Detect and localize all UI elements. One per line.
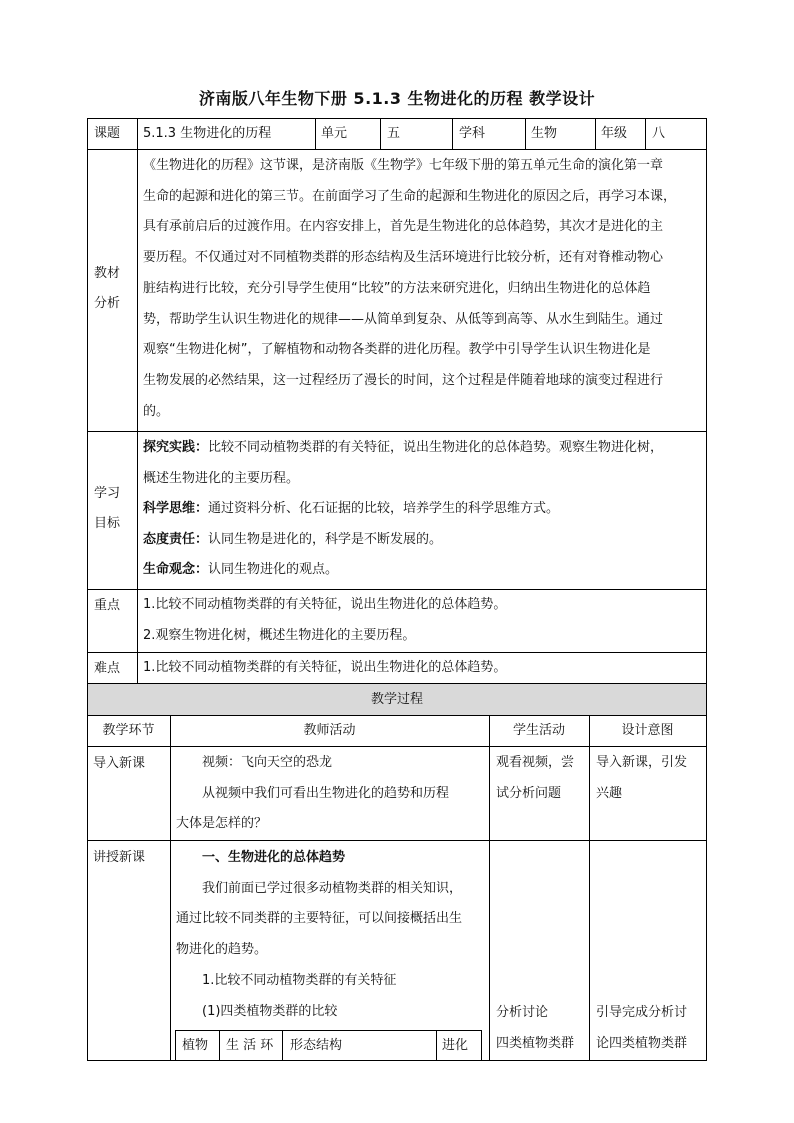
- col-divider: [595, 118, 596, 149]
- goal-head: 态度责任：: [143, 531, 209, 547]
- goal-text: 概述生物进化的主要历程。: [143, 470, 300, 486]
- inner-table-border: [481, 1030, 482, 1061]
- col-divider: [525, 118, 526, 149]
- lecture-teacher-text: [176, 843, 486, 1027]
- col-divider: [380, 118, 381, 149]
- inner-table-divider: [436, 1030, 437, 1061]
- material-line: 生物发展的必然结果，这一过程经历了漫长的时间，这个过程是伴随着地球的演变过程进行: [143, 372, 664, 388]
- subject-value: 生物: [531, 126, 558, 141]
- inner-header-habitat: 生 活 环: [226, 1038, 274, 1053]
- goals-label-line2: 目标: [94, 516, 121, 531]
- intro-student-line: 观看视频，尝: [496, 755, 575, 770]
- intro-intent-line: 兴趣: [596, 785, 623, 801]
- inner-header-structure: 形态结构: [290, 1038, 343, 1053]
- column-header-intent: 设计意图: [621, 723, 674, 738]
- lecture-student-line: 四类植物类群: [496, 1035, 575, 1051]
- intro-teacher-line: 从视频中我们可看出生物进化的趋势和历程: [202, 785, 450, 801]
- col-divider: [452, 118, 453, 149]
- row-divider: [87, 149, 707, 150]
- lecture-intent-line: 引导完成分析讨: [596, 1005, 688, 1020]
- difficulty-line: 1.比较不同动植物类群的有关特征，说出生物进化的总体趋势。: [143, 660, 507, 675]
- lecture-line: 物进化的趋势。: [176, 942, 268, 958]
- grade-value: 八: [652, 126, 666, 141]
- inner-table-divider: [219, 1030, 220, 1061]
- goals-label: [94, 479, 120, 539]
- material-label: [94, 259, 120, 319]
- lecture-heading: 一、生物进化的总体趋势: [202, 850, 346, 865]
- topic-label: 课题: [94, 126, 121, 141]
- unit-label: 单元: [321, 126, 348, 141]
- col-divider: [137, 118, 138, 683]
- inner-table-divider: [282, 1030, 283, 1061]
- table-border-right: [706, 118, 707, 1061]
- intro-student-line: 试分析问题: [496, 785, 562, 801]
- lecture-line: 1.比较不同动植物类群的有关特征: [202, 972, 397, 988]
- material-line: 观察“生物进化树”，了解植物和动物各类群的进化历程。教学中引导学生认识生物进化是: [143, 342, 651, 358]
- row-divider: [87, 746, 707, 747]
- intro-teacher-line: 大体是怎样的？: [176, 816, 268, 832]
- col-divider: [489, 715, 490, 1061]
- key-points-text: [143, 590, 705, 651]
- inner-header-evolution: 进化: [442, 1038, 469, 1053]
- goal-text: 认同生物进化的观点。: [208, 562, 339, 578]
- goal-head: 探究实践：: [143, 440, 209, 455]
- column-header-stage: 教学环节: [102, 723, 155, 738]
- intro-teacher-line: 视频：飞向天空的恐龙: [202, 755, 333, 770]
- goal-head: 生命观念：: [143, 562, 209, 578]
- goal-item: [143, 494, 705, 525]
- subject-label: 学科: [459, 126, 486, 141]
- material-label-line1: 教材: [94, 266, 121, 281]
- row-divider: [87, 431, 707, 432]
- goal-item: [143, 525, 705, 556]
- material-analysis-text: [143, 151, 705, 427]
- lecture-student-text: [496, 998, 574, 1059]
- goal-head: 科学思维：: [143, 501, 209, 517]
- intro-intent-text: [596, 748, 687, 809]
- material-line: 要历程。不仅通过对不同植物类群的形态结构及生活环境进行比较分析，还有对脊椎动物心: [143, 250, 664, 266]
- row-divider: [87, 840, 707, 841]
- inner-header-plant: 植物: [182, 1038, 209, 1053]
- material-line: 脏结构进行比较，充分引导学生使用“比较”的方法来研究进化，归纳出生物进化的总体趋: [143, 280, 651, 296]
- column-header-student: 学生活动: [512, 723, 565, 738]
- material-label-line2: 分析: [94, 296, 121, 311]
- material-line: 的。: [143, 403, 170, 419]
- goal-text: 比较不同动植物类群的有关特征，说出生物进化的总体趋势。观察生物进化树，: [208, 440, 664, 455]
- intro-student-text: [496, 748, 574, 809]
- lecture-line: (1)四类植物类群的比较: [202, 1003, 338, 1019]
- page-title: 济南版八年生物下册 5.1.3 生物进化的历程 教学设计: [198, 89, 596, 108]
- key-points-label: 重点: [94, 598, 121, 613]
- material-line: 势，帮助学生认识生物进化的规律——从简单到复杂、从低等到高等、从水生到陆生。通过: [143, 311, 664, 327]
- table-border-left: [87, 118, 88, 1061]
- material-line: 《生物进化的历程》这节课，是济南版《生物学》七年级下册的第五单元生命的演化第一章: [143, 158, 664, 173]
- col-divider: [315, 118, 316, 149]
- goal-item: [143, 464, 705, 495]
- lecture-intent-line: 论四类植物类群: [596, 1035, 688, 1051]
- col-divider: [170, 715, 171, 1061]
- goal-item: [143, 433, 705, 464]
- lecture-student-line: 分析讨论: [496, 1005, 549, 1020]
- difficulties-label: 难点: [94, 661, 121, 676]
- process-header: 教学过程: [370, 692, 423, 707]
- unit-value: 五: [387, 126, 401, 141]
- material-line: 具有承前启后的过渡作用。在内容安排上，首先是生物进化的总体趋势，其次才是进化的主: [143, 219, 664, 235]
- intro-teacher-text: [176, 748, 486, 840]
- col-divider: [645, 118, 646, 149]
- intro-stage: 导入新课: [93, 756, 146, 771]
- lecture-intent-text: [596, 998, 687, 1059]
- lecture-line: 通过比较不同类群的主要特征，可以间接概括出生: [176, 911, 463, 927]
- goal-item: [143, 555, 705, 586]
- difficulties-text: [143, 653, 705, 684]
- table-border-bottom: [87, 1060, 707, 1061]
- inner-table-border: [175, 1030, 176, 1061]
- lecture-line: 我们前面已学过很多动植物类群的相关知识，: [202, 880, 463, 896]
- goal-text: 认同生物是进化的，科学是不断发展的。: [208, 531, 443, 547]
- topic-value: 5.1.3 生物进化的历程: [143, 126, 272, 141]
- lecture-stage: 讲授新课: [93, 850, 146, 865]
- goal-text: 通过资料分析、化石证据的比较，培养学生的科学思维方式。: [208, 501, 560, 517]
- key-point-line: 1.比较不同动植物类群的有关特征，说出生物进化的总体趋势。: [143, 597, 507, 612]
- intro-intent-line: 导入新课，引发: [596, 755, 688, 770]
- goals-label-line1: 学习: [94, 486, 121, 501]
- material-line: 生命的起源和进化的第三节。在前面学习了生命的起源和生物进化的原因之后，再学习本课，: [143, 188, 677, 204]
- key-point-line: 2.观察生物进化树，概述生物进化的主要历程。: [143, 627, 416, 643]
- column-header-teacher: 教师活动: [303, 723, 356, 738]
- grade-label: 年级: [601, 126, 628, 141]
- learning-goals-text: [143, 433, 705, 586]
- col-divider: [589, 715, 590, 1061]
